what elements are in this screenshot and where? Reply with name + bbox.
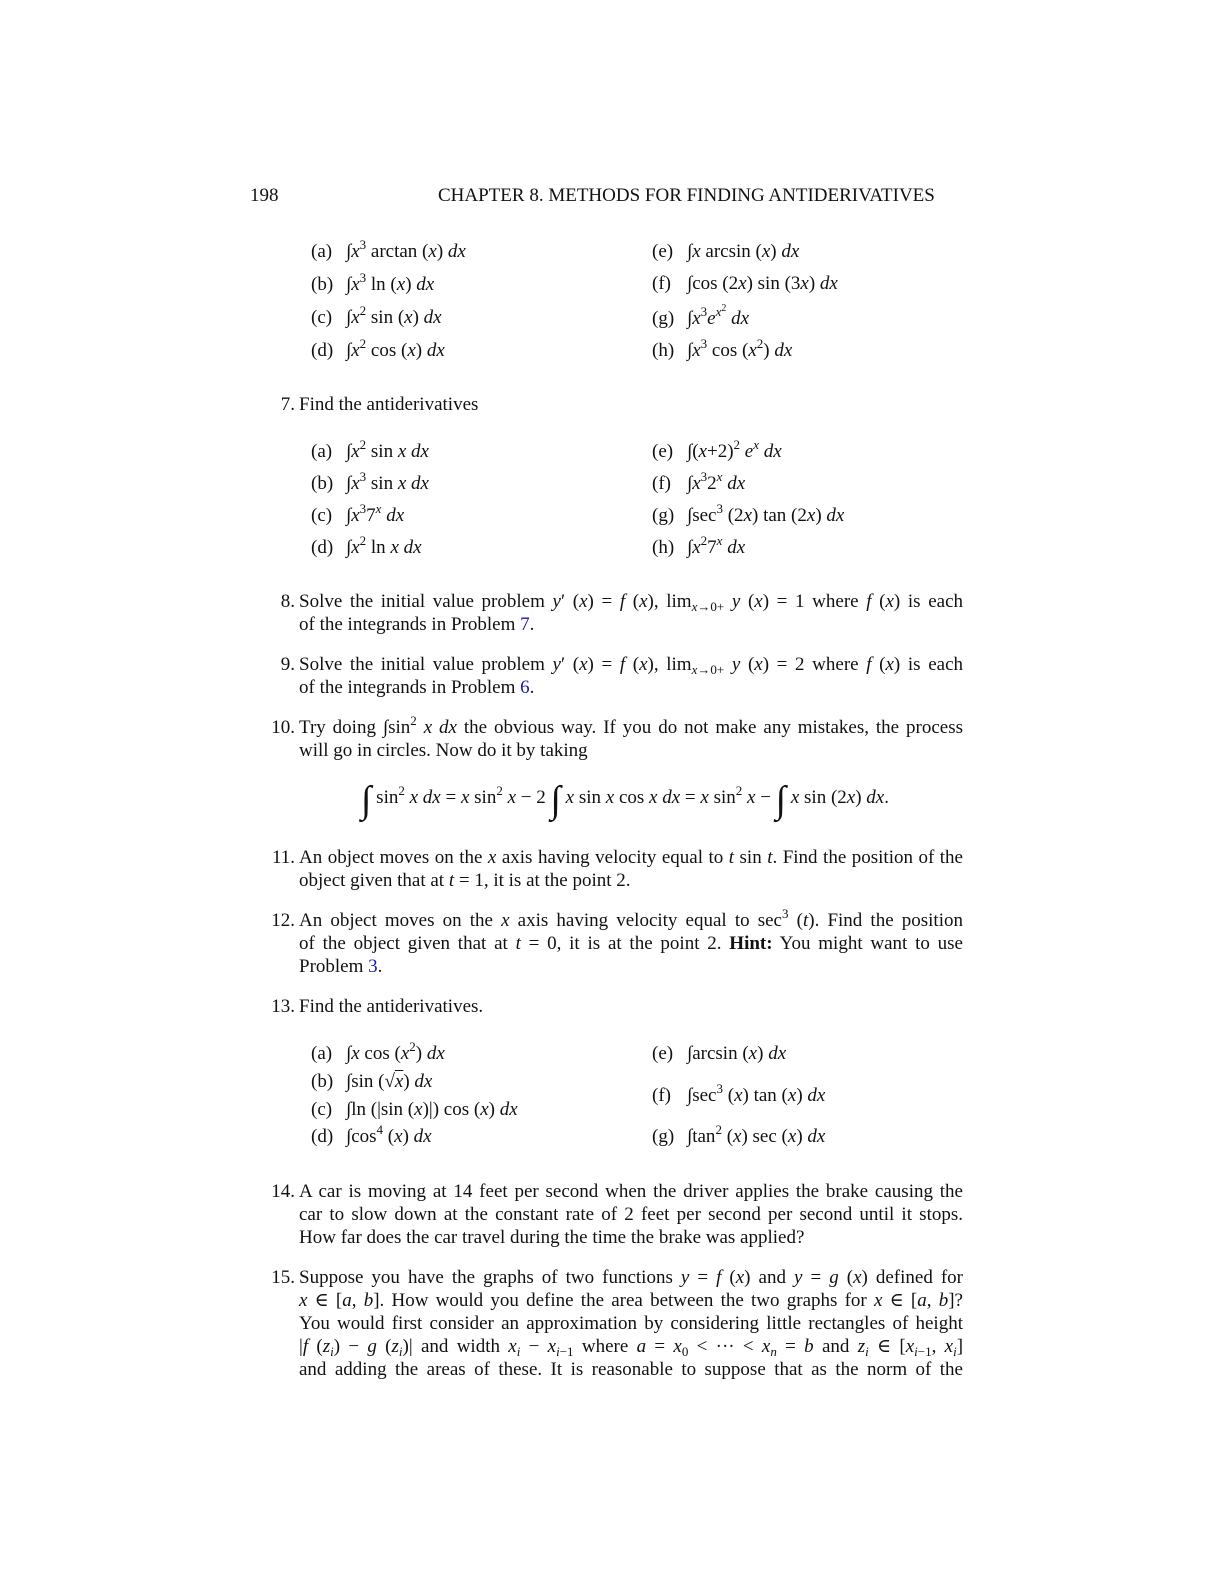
integral-expr: $\int x^3$ sin x dx (346, 469, 429, 494)
integral-expr: $\int x^3$ ln (x) dx (346, 270, 435, 295)
problem-11-line-1: An object moves on the x axis having velocity equal to t sin t. Find the position of the (299, 847, 963, 868)
problem-12-line-1: An object moves on the x axis having velocity equal to $\sec^3 (t)$. Find the position (299, 906, 963, 931)
problem-6b: (b) $\int x^3$ ln (x) dx (311, 270, 435, 295)
problem-3-link[interactable]: 3 (368, 956, 378, 977)
integral-expr: ∫cos (2x) sin (3x) dx (687, 273, 838, 294)
problem-6a: (a) $\int x^3$ arctan (x) dx (311, 237, 466, 262)
problem-13f: (f) $\int\sec^3$ (x) tan (x) dx (652, 1081, 826, 1106)
problem-6e: (e) ∫x arcsin (x) dx (652, 241, 800, 262)
integral-expr: $\int\cos^4$ (x) dx (346, 1122, 432, 1147)
problem-11-line-2: object given that at t = 1, it is at the point 2. (299, 870, 631, 891)
problem-7f: (f) $\int x^32^x$ dx (652, 469, 746, 494)
integral-expr: $\int\sec^3$ (2x) tan (2x) dx (687, 501, 845, 526)
problem-14: 14. A car is moving at 14 feet per second when the driver applies the brake causing the car to slow down at the constant rate of 2 feet per second per second until it stops. How far does the car travel during the time the brake was applied? (271, 1181, 963, 1248)
problem-6g: (g) $\int x^3e^{x^2}$ dx (652, 303, 750, 329)
integral-expr: $\int x^2$ cos (x) dx (346, 336, 445, 361)
integral-expr: ∫sin (√x) dx (346, 1071, 433, 1092)
problem-6h: (h) $\int x^3$ $\cos (x^2)$ dx (652, 336, 793, 361)
problem-15: 15. Suppose you have the graphs of two functions y = f (x) and y = g (x) defined for x ∈ [a, b]. How would you define the area between the two graphs for x ∈ [a, b]? You would first consider an approximation by considering little rectangles of height |f $(z_i) - g$ $(z_i)|$ and width $x_i - x_{i-1}$ where $a = x_0$ < ··· < $x_n = b$ and $z_i$ ∈ [$x_{i-1}$, $x_i$] and adding the areas of these. It is reasonable to suppose that as the norm of the (271, 1267, 964, 1380)
problem-7e: (e) $\int(x+2)^2$ $e^x$ dx (652, 437, 782, 462)
problem-6c: (c) $\int x^2$ sin (x) dx (311, 303, 442, 328)
problem-10-line-1: Try doing $\int\sin^2$ x dx the obvious way. If you do not make any mistakes, the process (299, 713, 964, 738)
integral-expr: $\int x^2$ sin x dx (346, 437, 429, 462)
problem-13: 13. Find the antiderivatives. (271, 996, 484, 1017)
integral-expr: $\int x^2$ sin (x) dx (346, 303, 442, 328)
problem-7h: (h) $\int x^27^x$ dx (652, 533, 746, 558)
problem-7c: (c) $\int x^37^x$ dx (311, 501, 405, 526)
problem-7b: (b) $\int x^3$ sin x dx (311, 469, 429, 494)
problem-12-line-2: of the object given that at t = 0, it is at the point 2. Hint: You might want to use (299, 933, 963, 954)
integral-expr: $\int(x+2)^2$ $e^x$ dx (687, 437, 782, 462)
problem-11: 11. An object moves on the x axis having velocity equal to t sin t. Find the position of the object given that at t = 1, it is at the point 2. (271, 847, 963, 891)
integral-expr: $\int\tan^2$ (x) sec (x) dx (687, 1122, 826, 1147)
integral-expr: ∫x $\cos (x^2)$ dx (346, 1039, 445, 1064)
running-title: CHAPTER 8. METHODS FOR FINDING ANTIDERIVATIVES (438, 185, 935, 206)
problem-6f: (f) ∫cos (2x) sin (3x) dx (652, 273, 838, 294)
problem-13c: (c) ∫ln (|sin (x)|) cos (x) dx (311, 1099, 518, 1120)
problem-15-line-1: Suppose you have the graphs of two functions y = f (x) and y = g (x) defined for (299, 1267, 964, 1288)
problem-8: 8. Solve the initial value problem y′ (x) = f (x), $\lim_{x\to 0+} y$ (x) = 1 where f (x) is each of the integrands in Problem 7. (280, 591, 964, 635)
problem-7: 7. Find the antiderivatives (280, 394, 479, 415)
problem-13b: (b) ∫sin (√x) dx (311, 1071, 433, 1092)
integral-expr: $\int x^27^x$ dx (687, 533, 746, 558)
problem-13e: (e) ∫arcsin (x) dx (652, 1043, 787, 1064)
problem-9: 9. Solve the initial value problem y′ (x) = f (x), $\lim_{x\to 0+} y$ (x) = 2 where f (x) is each of the integrands in Problem 6. (280, 654, 964, 698)
display-equation: ∫ $\sin^2 x$ dx = x $\sin^2 x - 2$ ∫ x sin x cos x dx = x $\sin^2 x$ − ∫ x sin (2x) dx. (361, 779, 889, 821)
problem-12: 12. An object moves on the x axis having velocity equal to $\sec^3 (t)$. Find the position of the object given that at t = 0, it is at the point 2. Hint: You might want to use Problem 3. (271, 906, 963, 977)
problem-6-link[interactable]: 6 (520, 677, 530, 698)
integral-expr: ∫ln (|sin (x)|) cos (x) dx (346, 1099, 518, 1120)
problem-15-line-4: |f $(z_i) - g$ $(z_i)|$ and width $x_i - x_{i-1}$ where $a = x_0$ < ··· < $x_n = b$ and $z_i$ ∈ [$x_{i-1}$, $x_i$] (299, 1336, 964, 1359)
integral-expr: $\int x^32^x$ dx (687, 469, 746, 494)
problem-15-line-2: x ∈ [a, b]. How would you define the area between the two graphs for x ∈ [a, b]? (299, 1290, 963, 1311)
problem-10: 10. Try doing $\int\sin^2$ x dx the obvious way. If you do not make any mistakes, the process will go in circles. Now do it by taking (271, 713, 964, 761)
problem-8-line-1: Solve the initial value problem y′ (x) = f (x), $\lim_{x\to 0+} y$ (x) = 1 where f (x) is each (299, 591, 964, 614)
integral-expr: ∫x arcsin (x) dx (687, 241, 800, 262)
integral-expr: $\int x^2$ ln x dx (346, 533, 422, 558)
page-number: 198 (250, 185, 279, 206)
problem-7d: (d) $\int x^2$ ln x dx (311, 533, 422, 558)
problem-7g: (g) $\int\sec^3$ (2x) tan (2x) dx (652, 501, 845, 526)
integral-expr: $\int x^37^x$ dx (346, 501, 405, 526)
problem-7a: (a) $\int x^2$ sin x dx (311, 437, 429, 462)
integral-expr: ∫arcsin (x) dx (687, 1043, 787, 1064)
problem-7-link[interactable]: 7 (520, 614, 530, 635)
integral-expr: $\int x^3$ arctan (x) dx (346, 237, 466, 262)
problem-13d: (d) $\int\cos^4$ (x) dx (311, 1122, 432, 1147)
problem-13g: (g) $\int\tan^2$ (x) sec (x) dx (652, 1122, 826, 1147)
integral-expr: $\int x^3$ $\cos (x^2)$ dx (687, 336, 793, 361)
problem-6d: (d) $\int x^2$ cos (x) dx (311, 336, 445, 361)
problem-13a: (a) ∫x $\cos (x^2)$ dx (311, 1039, 445, 1064)
integral-expr: $\int\sec^3$ (x) tan (x) dx (687, 1081, 826, 1106)
problem-9-line-1: Solve the initial value problem y′ (x) = f (x), $\lim_{x\to 0+} y$ (x) = 2 where f (x) is each (299, 654, 964, 677)
integral-expr: $\int x^3e^{x^2}$ dx (687, 303, 750, 329)
